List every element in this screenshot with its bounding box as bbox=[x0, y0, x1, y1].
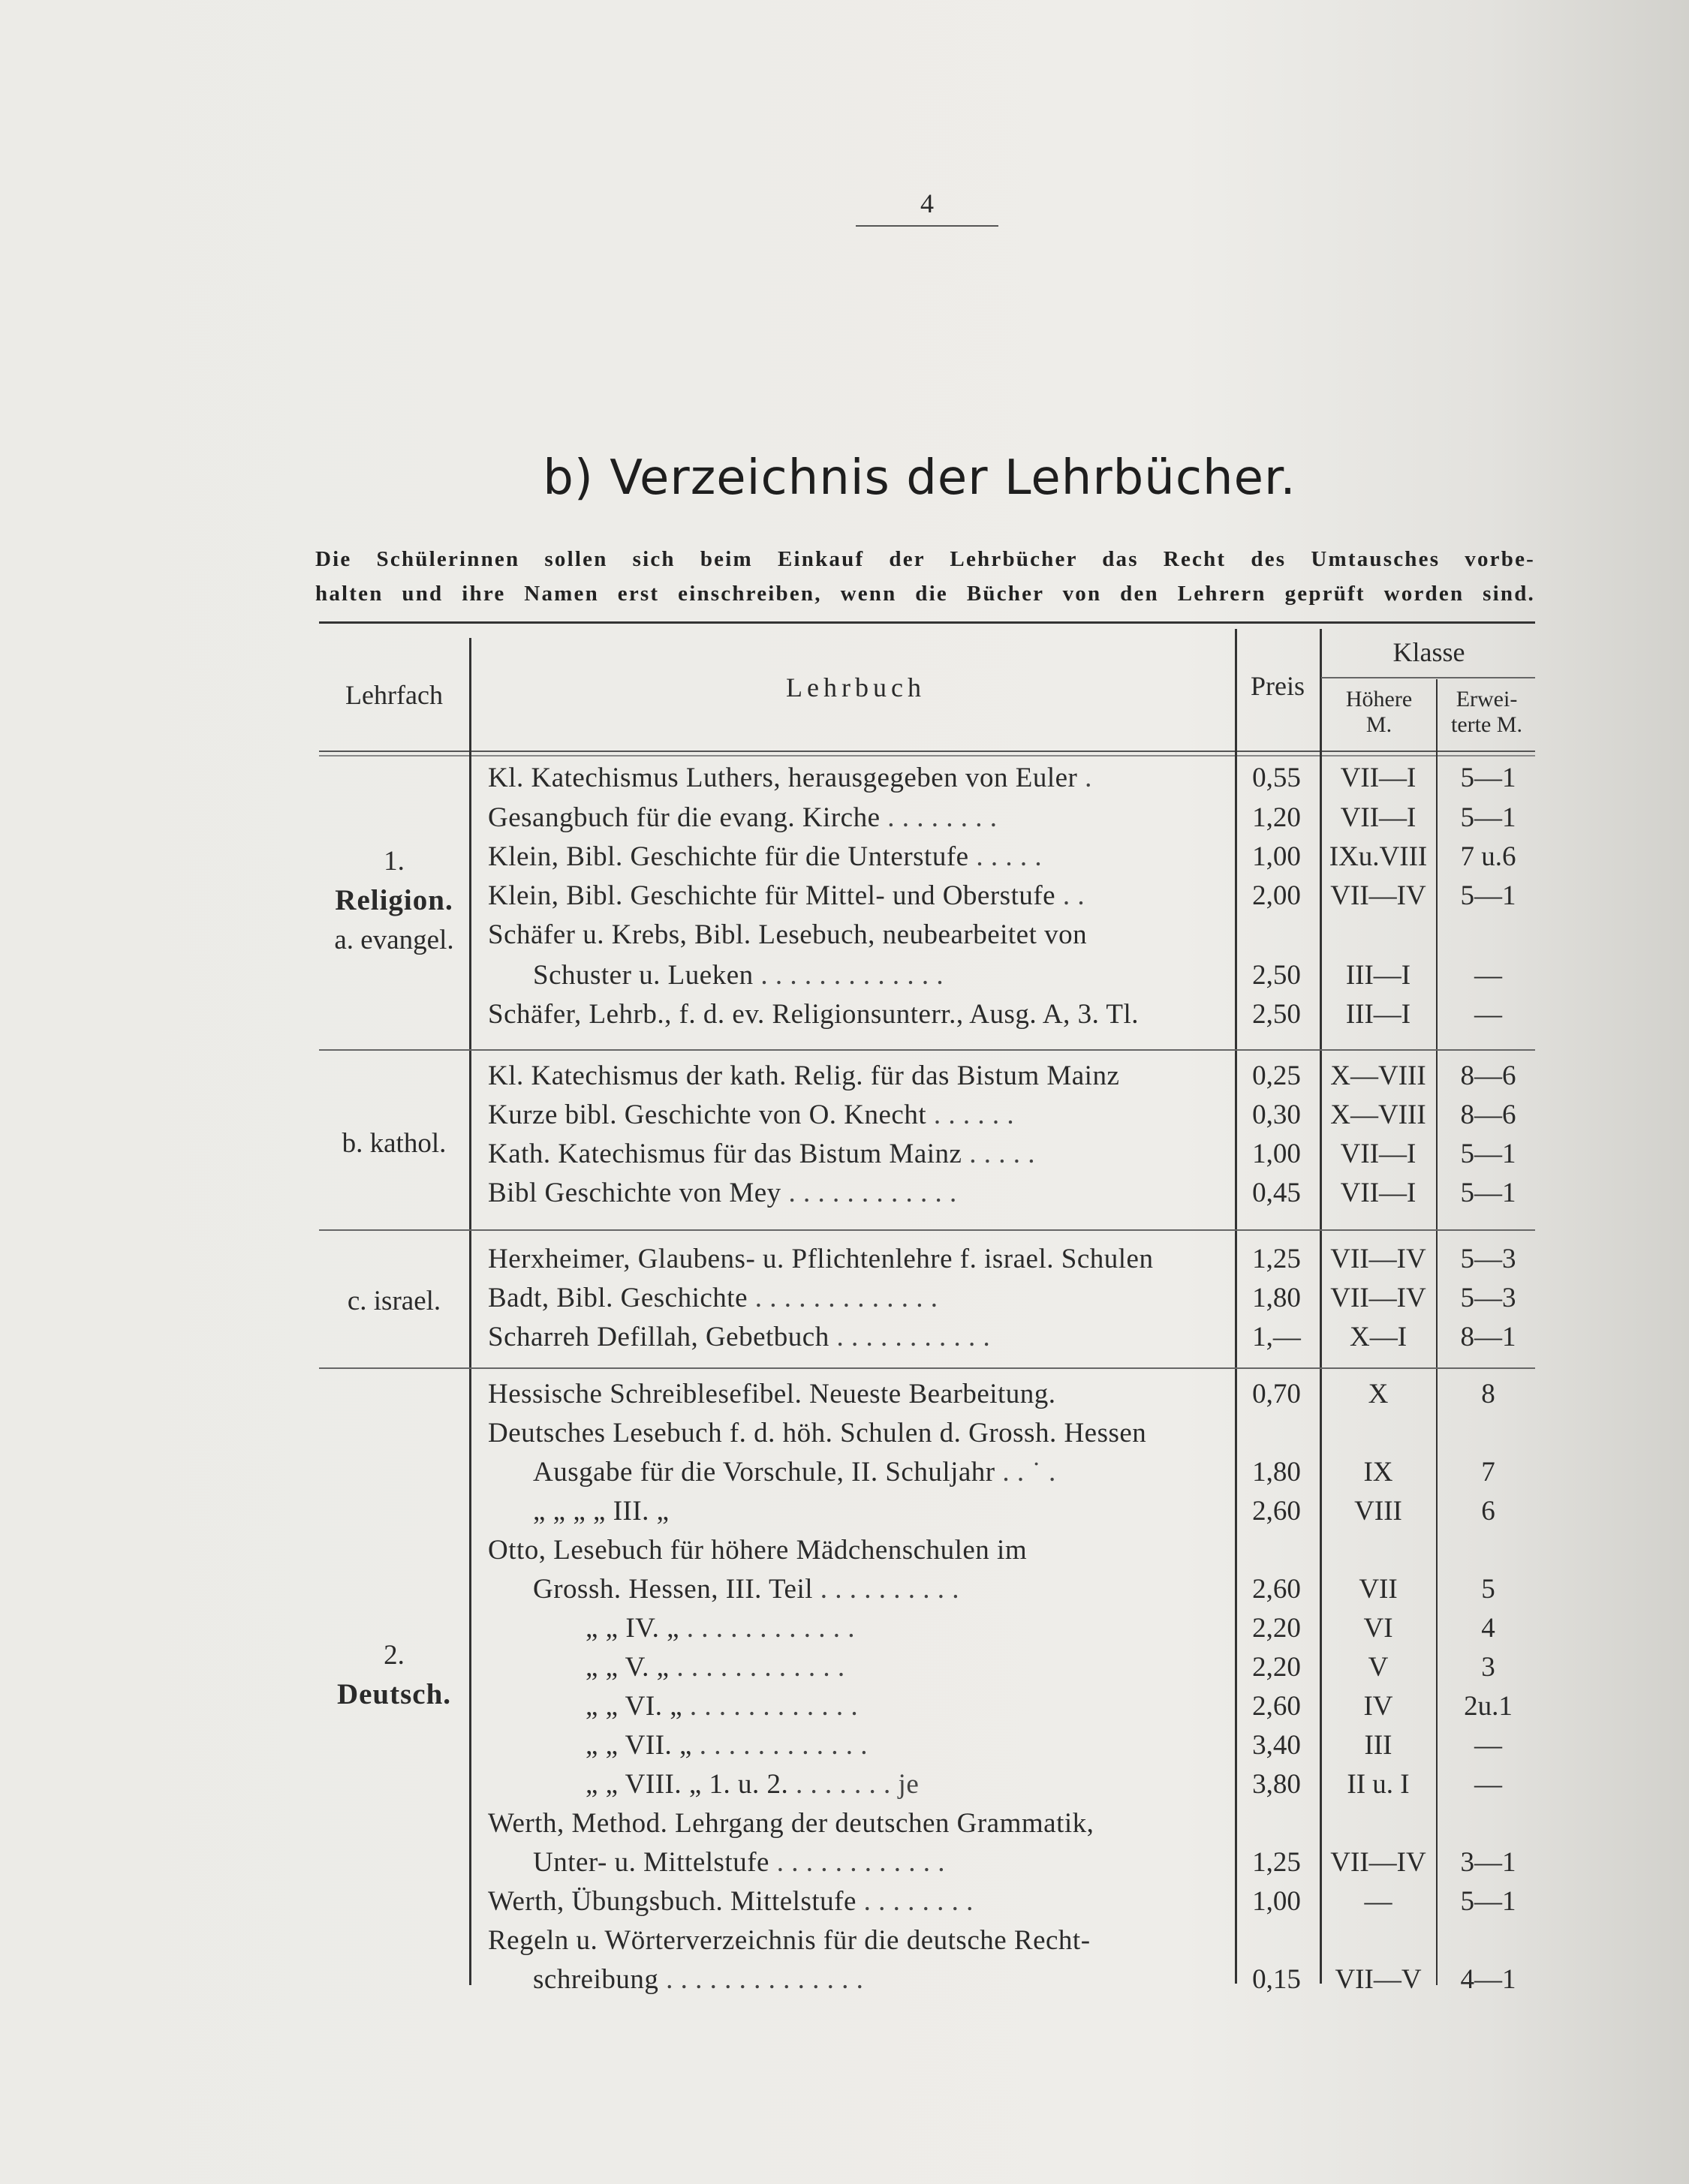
book-price: 0,30 bbox=[1252, 1100, 1301, 1130]
book-title: Bibl Geschichte von Mey . . . . . . . . . . . . bbox=[488, 1178, 957, 1208]
subject-religion-sub: a. evangel. bbox=[334, 925, 454, 955]
book-title: Werth, Method. Lehrgang der deutschen Grammatik, bbox=[488, 1808, 1094, 1839]
book-price: 1,80 bbox=[1252, 1457, 1301, 1488]
subject-deutsch bbox=[319, 1636, 469, 1715]
subject-israel: c. israel. bbox=[347, 1286, 441, 1316]
subject-deutsch-name: Deutsch. bbox=[336, 1678, 452, 1710]
section-rule-deutsch bbox=[319, 1367, 1535, 1369]
book-price: 2,60 bbox=[1252, 1691, 1301, 1722]
book-price: 2,50 bbox=[1252, 960, 1301, 991]
book-price: 1,80 bbox=[1252, 1283, 1301, 1313]
subject-kathol: b. kathol. bbox=[342, 1128, 447, 1159]
book-title: Unter- u. Mittelstufe . . . . . . . . . . . . bbox=[533, 1847, 945, 1878]
class-erweiterte: 7 u.6 bbox=[1460, 841, 1516, 872]
header-hoehere-line2: M. bbox=[1365, 712, 1392, 737]
book-title: Schäfer, Lehrb., f. d. ev. Religionsunterr., Ausg. A, 3. Tl. bbox=[488, 999, 1140, 1030]
class-hoehere: III bbox=[1364, 1730, 1392, 1761]
class-erweiterte: 4—1 bbox=[1460, 1964, 1516, 1995]
book-title: Klein, Bibl. Geschichte für die Unterstufe . . . . . bbox=[488, 841, 1043, 872]
class-hoehere: VII—I bbox=[1340, 1178, 1417, 1208]
book-price: 3,40 bbox=[1252, 1730, 1301, 1761]
class-erweiterte: 5—3 bbox=[1460, 1283, 1516, 1313]
class-hoehere: III—I bbox=[1345, 960, 1411, 991]
header-lehrbuch: Lehrbuch bbox=[786, 672, 926, 702]
class-hoehere: III—I bbox=[1345, 999, 1411, 1030]
book-price: 0,70 bbox=[1252, 1379, 1301, 1409]
header-erweiterte bbox=[1438, 687, 1535, 738]
class-erweiterte: 5—1 bbox=[1460, 1886, 1516, 1917]
class-erweiterte: 6 bbox=[1481, 1496, 1495, 1527]
book-price: 1,20 bbox=[1252, 802, 1301, 833]
class-hoehere: — bbox=[1364, 1886, 1392, 1917]
book-price: 1,00 bbox=[1252, 841, 1301, 872]
class-erweiterte: 5—1 bbox=[1460, 880, 1516, 911]
book-title: Werth, Übungsbuch. Mittelstufe . . . . . . . . bbox=[488, 1886, 974, 1917]
header-erweiterte-line1: Erwei- bbox=[1456, 687, 1518, 711]
class-erweiterte: — bbox=[1474, 999, 1502, 1030]
notice-line-2: halten und ihre Namen erst einschreiben, wenn die Bücher von den Lehrern geprüft worden sind. bbox=[315, 582, 1535, 606]
subject-deutsch-number: 2. bbox=[384, 1640, 405, 1671]
header-erweiterte-line2: terte M. bbox=[1451, 712, 1522, 737]
class-hoehere: VII—V bbox=[1335, 1964, 1422, 1995]
book-title: Klein, Bibl. Geschichte für Mittel- und Oberstufe . . bbox=[488, 880, 1085, 911]
class-erweiterte: 5 bbox=[1481, 1574, 1495, 1605]
class-hoehere: II u. I bbox=[1347, 1769, 1410, 1800]
class-hoehere: IX bbox=[1363, 1457, 1393, 1488]
book-title: Regeln u. Wörterverzeichnis für die deutsche Recht- bbox=[488, 1925, 1091, 1956]
class-hoehere: IV bbox=[1363, 1691, 1393, 1722]
book-price: 2,60 bbox=[1252, 1574, 1301, 1605]
class-erweiterte: 5—1 bbox=[1460, 802, 1516, 833]
book-price: 2,50 bbox=[1252, 999, 1301, 1030]
book-price: 1,00 bbox=[1252, 1886, 1301, 1917]
section-rule-israel bbox=[319, 1229, 1535, 1231]
class-erweiterte: 5—1 bbox=[1460, 1178, 1516, 1208]
book-price: 2,20 bbox=[1252, 1652, 1301, 1683]
class-erweiterte: 5—1 bbox=[1460, 763, 1516, 793]
class-erweiterte: — bbox=[1474, 1769, 1502, 1800]
class-erweiterte: 8 bbox=[1481, 1379, 1495, 1409]
class-erweiterte: 7 bbox=[1481, 1457, 1495, 1488]
class-erweiterte: 8—6 bbox=[1460, 1060, 1516, 1091]
subject-religion-name: Religion. bbox=[335, 884, 453, 916]
book-title: Kath. Katechismus für das Bistum Mainz . . . . . bbox=[488, 1139, 1035, 1169]
class-erweiterte: 5—1 bbox=[1460, 1139, 1516, 1169]
notice-line-1: Die Schülerinnen sollen sich beim Einkauf der Lehrbücher das Recht des Umtausches vorbe- bbox=[315, 547, 1535, 571]
class-hoehere: VIII bbox=[1354, 1496, 1402, 1527]
book-title: Hessische Schreiblesefibel. Neueste Bearbeitung. bbox=[488, 1379, 1056, 1409]
header-hoehere bbox=[1323, 687, 1435, 738]
book-price: 0,55 bbox=[1252, 763, 1301, 793]
class-erweiterte: 4 bbox=[1481, 1613, 1495, 1644]
class-hoehere: VII—I bbox=[1340, 802, 1417, 833]
class-erweiterte: 3 bbox=[1481, 1652, 1495, 1683]
book-title: „ „ VI. „ . . . . . . . . . . . . bbox=[586, 1691, 859, 1722]
book-title: Badt, Bibl. Geschichte . . . . . . . . . . . . . bbox=[488, 1283, 938, 1313]
book-price: 1,— bbox=[1252, 1322, 1301, 1352]
class-erweiterte: 8—1 bbox=[1460, 1322, 1516, 1352]
book-price: 1,25 bbox=[1252, 1244, 1301, 1274]
class-hoehere: X—VIII bbox=[1330, 1060, 1426, 1091]
class-erweiterte: 3—1 bbox=[1460, 1847, 1516, 1878]
class-hoehere: VI bbox=[1363, 1613, 1393, 1644]
class-hoehere: V bbox=[1368, 1652, 1389, 1683]
column-divider-classes bbox=[1436, 679, 1438, 1985]
book-title: Scharreh Defillah, Gebetbuch . . . . . . . . . . . bbox=[488, 1322, 991, 1352]
class-hoehere: VII—I bbox=[1340, 763, 1417, 793]
notice-text bbox=[315, 542, 1535, 611]
header-lehrfach: Lehrfach bbox=[345, 680, 443, 710]
section-rule-kathol bbox=[319, 1049, 1535, 1051]
book-price: 0,25 bbox=[1252, 1060, 1301, 1091]
class-hoehere: VII—IV bbox=[1330, 1847, 1426, 1878]
class-hoehere: VII—IV bbox=[1330, 1244, 1426, 1274]
header-klasse: Klasse bbox=[1392, 637, 1465, 667]
book-title: „ „ „ „ III. „ bbox=[533, 1496, 670, 1527]
klasse-subheader-rule bbox=[1321, 677, 1535, 678]
book-title: Kl. Katechismus der kath. Relig. für das Bistum Mainz bbox=[488, 1060, 1120, 1091]
book-title: Schäfer u. Krebs, Bibl. Lesebuch, neubearbeitet von bbox=[488, 919, 1088, 950]
book-title: Deutsches Lesebuch f. d. höh. Schulen d. Grossh. Hessen bbox=[488, 1418, 1147, 1448]
book-title: „ „ IV. „ . . . . . . . . . . . . bbox=[586, 1613, 856, 1644]
book-title: Kl. Katechismus Luthers, herausgegeben von Euler . bbox=[488, 763, 1092, 793]
class-hoehere: IXu.VIII bbox=[1329, 841, 1428, 872]
book-price: 2,60 bbox=[1252, 1496, 1301, 1527]
page-number: 4 bbox=[856, 188, 998, 227]
page-title: b) Verzeichnis der Lehrbücher. bbox=[543, 450, 1296, 506]
class-hoehere: X—I bbox=[1349, 1322, 1408, 1352]
book-title: Schuster u. Lueken . . . . . . . . . . . . . bbox=[533, 960, 944, 991]
header-hoehere-line1: Höhere bbox=[1345, 687, 1413, 711]
subject-religion bbox=[319, 842, 469, 960]
book-title: Grossh. Hessen, III. Teil . . . . . . . . . . bbox=[533, 1574, 959, 1605]
book-price: 3,80 bbox=[1252, 1769, 1301, 1800]
class-hoehere: VII—IV bbox=[1330, 880, 1426, 911]
class-erweiterte: 5—3 bbox=[1460, 1244, 1516, 1274]
class-erweiterte: 8—6 bbox=[1460, 1100, 1516, 1130]
book-title: Herxheimer, Glaubens- u. Pflichtenlehre f. israel. Schulen bbox=[488, 1244, 1154, 1274]
book-price: 2,00 bbox=[1252, 880, 1301, 911]
book-title: „ „ VIII. „ 1. u. 2. . . . . . . . je bbox=[586, 1769, 920, 1800]
book-price: 2,20 bbox=[1252, 1613, 1301, 1644]
class-hoehere: X bbox=[1368, 1379, 1389, 1409]
class-erweiterte: 2u.1 bbox=[1464, 1691, 1513, 1722]
table-top-rule bbox=[319, 621, 1535, 624]
class-hoehere: VII—IV bbox=[1330, 1283, 1426, 1313]
class-erweiterte: — bbox=[1474, 960, 1502, 991]
book-price: 0,45 bbox=[1252, 1178, 1301, 1208]
book-title: Gesangbuch für die evang. Kirche . . . . . . . . bbox=[488, 802, 998, 833]
book-title: Otto, Lesebuch für höhere Mädchenschulen im bbox=[488, 1535, 1028, 1566]
book-price: 0,15 bbox=[1252, 1964, 1301, 1995]
column-divider-subject bbox=[469, 638, 471, 1985]
table-header-rule bbox=[319, 751, 1535, 757]
header-preis: Preis bbox=[1251, 671, 1305, 701]
class-hoehere: VII bbox=[1359, 1574, 1398, 1605]
book-title: „ „ V. „ . . . . . . . . . . . . bbox=[586, 1652, 845, 1683]
book-title: Ausgabe für die Vorschule, II. Schuljahr . . ˙ . bbox=[533, 1457, 1056, 1488]
book-price: 1,00 bbox=[1252, 1139, 1301, 1169]
book-title: Kurze bibl. Geschichte von O. Knecht . . . . . . bbox=[488, 1100, 1015, 1130]
book-price: 1,25 bbox=[1252, 1847, 1301, 1878]
book-title: „ „ VII. „ . . . . . . . . . . . . bbox=[586, 1730, 868, 1761]
class-erweiterte: — bbox=[1474, 1730, 1502, 1761]
subject-religion-number: 1. bbox=[384, 846, 405, 877]
class-hoehere: X—VIII bbox=[1330, 1100, 1426, 1130]
class-hoehere: VII—I bbox=[1340, 1139, 1417, 1169]
book-title: schreibung . . . . . . . . . . . . . . bbox=[533, 1964, 864, 1995]
